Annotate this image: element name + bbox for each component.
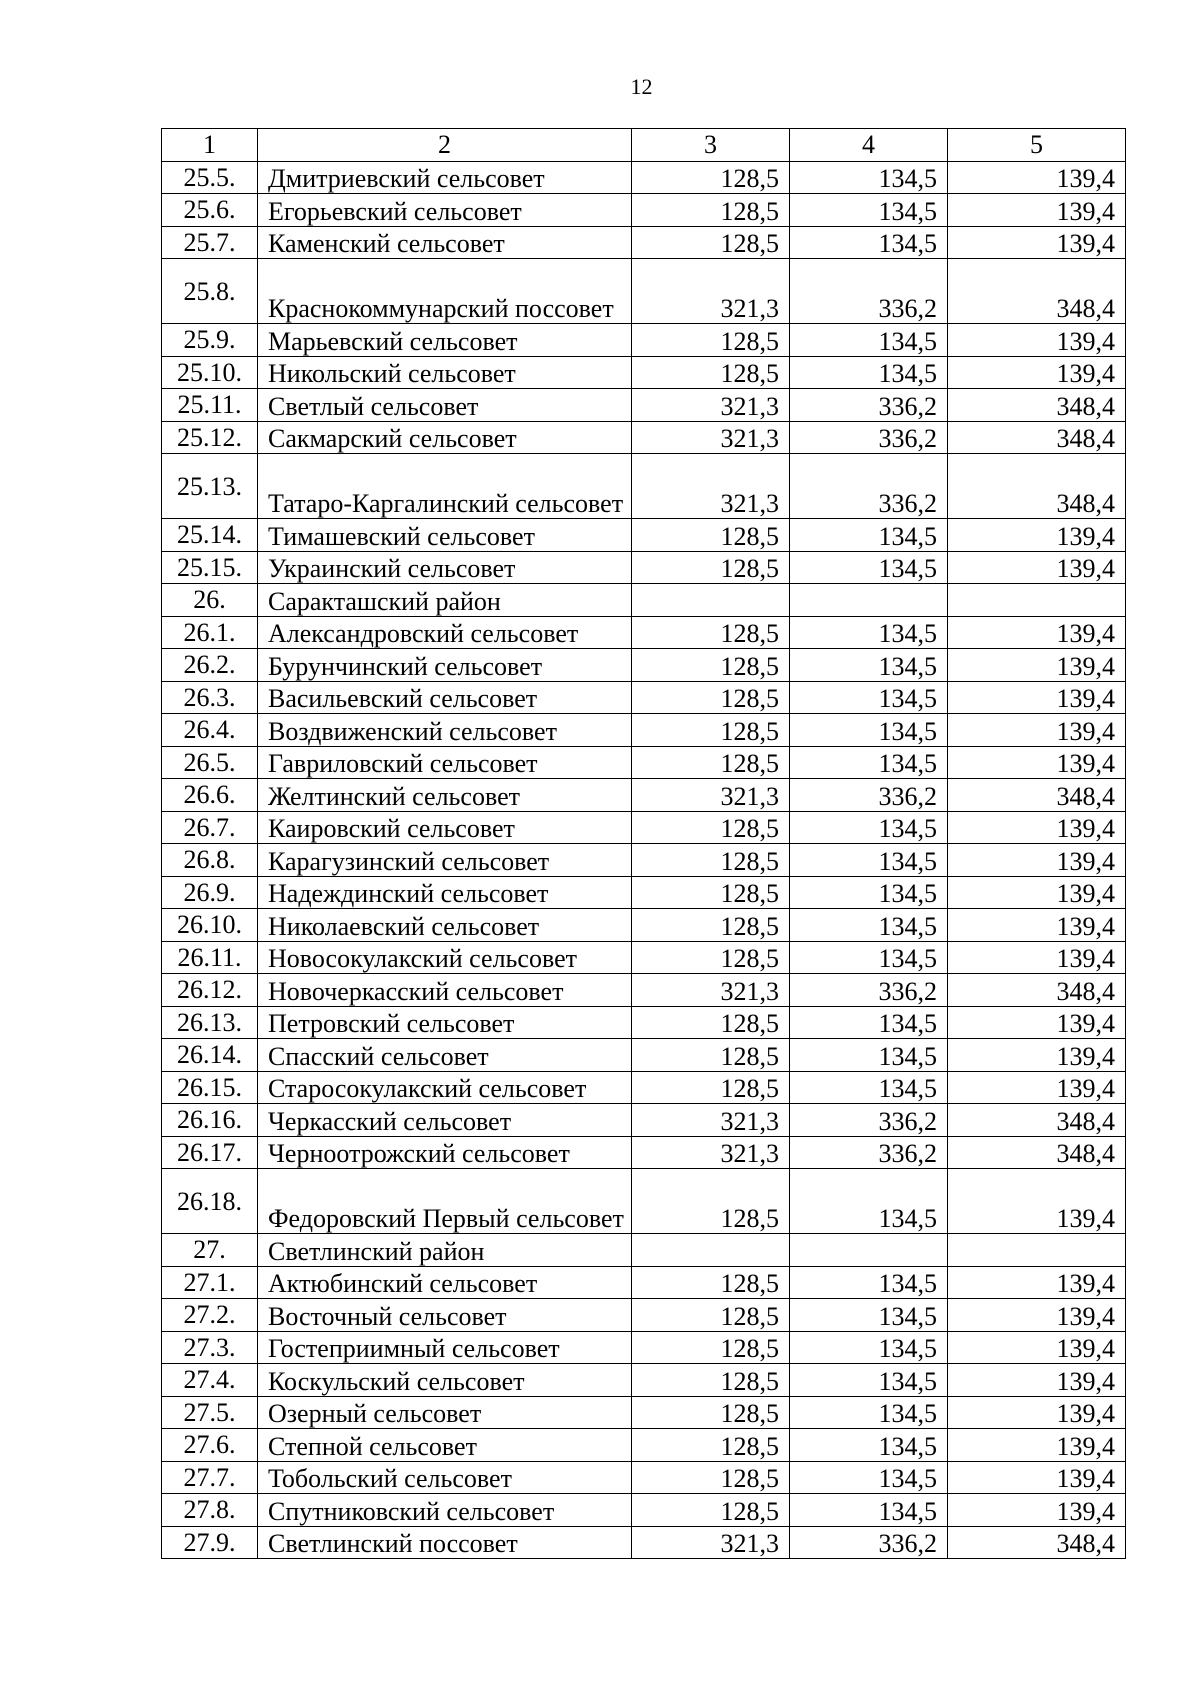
table-row: [162, 454, 1126, 519]
row-value-col3: 321,3: [632, 421, 790, 454]
row-value-col4: 134,5: [790, 1364, 948, 1397]
row-name-cell: Восточный сельсовет: [258, 1299, 632, 1332]
table-row: [162, 1169, 1126, 1234]
row-value-col3: [632, 1234, 790, 1267]
row-value-col4: 134,5: [790, 811, 948, 844]
row-value-col5: 139,4: [948, 714, 1126, 747]
row-value-col5: 139,4: [948, 161, 1126, 194]
row-value-col3: 128,5: [632, 1071, 790, 1104]
row-name-cell: Украинский сельсовет: [258, 551, 632, 584]
row-number-cell: 25.7.: [162, 226, 258, 259]
row-name-cell: Васильевский сельсовет: [258, 681, 632, 714]
row-name-cell: Федоровский Первый сельсовет: [258, 1169, 632, 1234]
row-value-col4: 134,5: [790, 649, 948, 682]
table-row: [162, 194, 1126, 227]
table-row: [162, 324, 1126, 357]
row-value-col5: 348,4: [948, 974, 1126, 1007]
row-name-cell: Черноотрожский сельсовет: [258, 1136, 632, 1169]
row-value-col5: 348,4: [948, 421, 1126, 454]
row-number-cell: 26.5.: [162, 746, 258, 779]
row-value-col4: 134,5: [790, 194, 948, 227]
table-row: [162, 389, 1126, 422]
table-row: [162, 1364, 1126, 1397]
row-value-col4: 134,5: [790, 746, 948, 779]
row-value-col5: 139,4: [948, 1071, 1126, 1104]
row-value-col4: 134,5: [790, 324, 948, 357]
row-number-cell: 26.11.: [162, 941, 258, 974]
row-number-cell: 27.6.: [162, 1429, 258, 1462]
row-value-col3: 128,5: [632, 714, 790, 747]
row-value-col3: 128,5: [632, 1494, 790, 1527]
row-name-cell: Желтинский сельсовет: [258, 779, 632, 812]
row-value-col3: 128,5: [632, 909, 790, 942]
table-row: [162, 1234, 1126, 1267]
row-value-col3: 128,5: [632, 1364, 790, 1397]
row-value-col5: 348,4: [948, 1104, 1126, 1137]
row-value-col3: 128,5: [632, 649, 790, 682]
row-value-col5: 139,4: [948, 1299, 1126, 1332]
row-number-cell: 26.1.: [162, 616, 258, 649]
table-row: [162, 259, 1126, 324]
row-name-cell: Светлинский район: [258, 1234, 632, 1267]
row-value-col4: 134,5: [790, 714, 948, 747]
table-row: [162, 356, 1126, 389]
row-number-cell: 26.3.: [162, 681, 258, 714]
row-value-col4: 134,5: [790, 1396, 948, 1429]
row-value-col4: 134,5: [790, 909, 948, 942]
row-value-col5: 139,4: [948, 194, 1126, 227]
row-value-col3: 321,3: [632, 974, 790, 1007]
table-row: [162, 1006, 1126, 1039]
row-value-col4: [790, 1234, 948, 1267]
row-value-col4: 134,5: [790, 551, 948, 584]
row-value-col4: 134,5: [790, 876, 948, 909]
table-body: [162, 129, 1126, 1559]
row-value-col3: 128,5: [632, 1331, 790, 1364]
row-value-col4: 134,5: [790, 1039, 948, 1072]
row-value-col4: 134,5: [790, 1006, 948, 1039]
table-row: [162, 844, 1126, 877]
row-value-col3: 128,5: [632, 1006, 790, 1039]
row-value-col3: 128,5: [632, 551, 790, 584]
row-value-col5: 139,4: [948, 876, 1126, 909]
row-value-col4: 134,5: [790, 1071, 948, 1104]
table-row: [162, 584, 1126, 617]
row-name-cell: Тобольский сельсовет: [258, 1461, 632, 1494]
header-cell-1: 1: [162, 129, 258, 162]
row-name-cell: Новочеркасский сельсовет: [258, 974, 632, 1007]
table-row: [162, 1266, 1126, 1299]
row-value-col5: 139,4: [948, 1006, 1126, 1039]
row-value-col4: 134,5: [790, 226, 948, 259]
data-table: [161, 128, 1126, 1559]
row-name-cell: Петровский сельсовет: [258, 1006, 632, 1039]
row-name-cell: Гостеприимный сельсовет: [258, 1331, 632, 1364]
row-value-col3: 128,5: [632, 1169, 790, 1234]
row-number-cell: 27.1.: [162, 1266, 258, 1299]
row-value-col3: 128,5: [632, 811, 790, 844]
row-value-col3: 128,5: [632, 1461, 790, 1494]
row-number-cell: 27.2.: [162, 1299, 258, 1332]
row-value-col3: 128,5: [632, 1039, 790, 1072]
table-row: [162, 616, 1126, 649]
row-value-col5: 139,4: [948, 1169, 1126, 1234]
table-row: [162, 1136, 1126, 1169]
row-value-col3: 128,5: [632, 356, 790, 389]
table-row: [162, 681, 1126, 714]
table-row: [162, 1299, 1126, 1332]
table-row: [162, 1494, 1126, 1527]
page-number: 12: [630, 74, 653, 99]
row-name-cell: Спасский сельсовет: [258, 1039, 632, 1072]
row-value-col4: 336,2: [790, 1526, 948, 1559]
row-value-col5: 139,4: [948, 551, 1126, 584]
row-value-col5: 139,4: [948, 1364, 1126, 1397]
row-number-cell: 25.15.: [162, 551, 258, 584]
row-name-cell: Сакмарский сельсовет: [258, 421, 632, 454]
row-value-col4: 134,5: [790, 161, 948, 194]
header-cell-3: 3: [632, 129, 790, 162]
table-row: [162, 746, 1126, 779]
row-value-col3: 128,5: [632, 324, 790, 357]
row-value-col4: 134,5: [790, 941, 948, 974]
row-number-cell: 26.9.: [162, 876, 258, 909]
row-value-col4: 134,5: [790, 844, 948, 877]
row-number-cell: 25.14.: [162, 519, 258, 552]
row-value-col4: 134,5: [790, 1266, 948, 1299]
row-value-col4: 336,2: [790, 259, 948, 324]
table-row: [162, 1429, 1126, 1462]
row-value-col5: 348,4: [948, 1526, 1126, 1559]
row-value-col3: 321,3: [632, 779, 790, 812]
row-value-col3: 128,5: [632, 519, 790, 552]
header-cell-5: 5: [948, 129, 1126, 162]
row-value-col4: 134,5: [790, 1494, 948, 1527]
table-row: [162, 226, 1126, 259]
table-row: [162, 941, 1126, 974]
table-row: [162, 779, 1126, 812]
row-value-col3: 128,5: [632, 1266, 790, 1299]
row-name-cell: Светлинский поссовет: [258, 1526, 632, 1559]
row-value-col3: 321,3: [632, 259, 790, 324]
row-number-cell: 25.5.: [162, 161, 258, 194]
table-row: [162, 811, 1126, 844]
row-value-col5: 139,4: [948, 811, 1126, 844]
row-value-col3: 128,5: [632, 681, 790, 714]
row-value-col4: 134,5: [790, 1331, 948, 1364]
row-number-cell: 25.6.: [162, 194, 258, 227]
row-value-col3: 128,5: [632, 194, 790, 227]
row-value-col5: 139,4: [948, 1429, 1126, 1462]
row-value-col5: [948, 584, 1126, 617]
row-value-col5: 139,4: [948, 909, 1126, 942]
row-number-cell: 26.15.: [162, 1071, 258, 1104]
row-value-col3: 128,5: [632, 226, 790, 259]
table-row: [162, 551, 1126, 584]
table-row: [162, 1039, 1126, 1072]
table-row: [162, 161, 1126, 194]
row-value-col4: 336,2: [790, 421, 948, 454]
row-name-cell: Гавриловский сельсовет: [258, 746, 632, 779]
table-row: [162, 1526, 1126, 1559]
row-value-col3: 128,5: [632, 876, 790, 909]
row-value-col4: 336,2: [790, 389, 948, 422]
table-row: [162, 714, 1126, 747]
row-name-cell: Спутниковский сельсовет: [258, 1494, 632, 1527]
row-name-cell: Егорьевский сельсовет: [258, 194, 632, 227]
table-row: [162, 421, 1126, 454]
row-value-col5: 139,4: [948, 1039, 1126, 1072]
row-value-col3: 128,5: [632, 1396, 790, 1429]
row-name-cell: Карагузинский сельсовет: [258, 844, 632, 877]
row-name-cell: Коскульский сельсовет: [258, 1364, 632, 1397]
header-cell-2: 2: [258, 129, 632, 162]
row-value-col4: 336,2: [790, 974, 948, 1007]
table-row: [162, 519, 1126, 552]
row-name-cell: Каировский сельсовет: [258, 811, 632, 844]
row-value-col4: 134,5: [790, 1299, 948, 1332]
row-value-col3: 321,3: [632, 1104, 790, 1137]
table-row: [162, 974, 1126, 1007]
row-number-cell: 27.4.: [162, 1364, 258, 1397]
row-value-col4: 336,2: [790, 779, 948, 812]
row-number-cell: 26.2.: [162, 649, 258, 682]
row-name-cell: Александровский сельсовет: [258, 616, 632, 649]
row-value-col5: 139,4: [948, 941, 1126, 974]
row-value-col4: 134,5: [790, 1461, 948, 1494]
row-name-cell: Степной сельсовет: [258, 1429, 632, 1462]
row-name-cell: Черкасский сельсовет: [258, 1104, 632, 1137]
row-value-col3: [632, 584, 790, 617]
row-number-cell: 25.9.: [162, 324, 258, 357]
row-name-cell: Старосокулакский сельсовет: [258, 1071, 632, 1104]
row-value-col5: 139,4: [948, 1461, 1126, 1494]
row-value-col5: 139,4: [948, 356, 1126, 389]
row-name-cell: Надеждинский сельсовет: [258, 876, 632, 909]
header-cell-4: 4: [790, 129, 948, 162]
row-number-cell: 25.12.: [162, 421, 258, 454]
row-value-col4: 134,5: [790, 616, 948, 649]
row-value-col4: [790, 584, 948, 617]
row-value-col3: 321,3: [632, 389, 790, 422]
row-number-cell: 26.7.: [162, 811, 258, 844]
table-row: [162, 1104, 1126, 1137]
row-value-col5: 139,4: [948, 1266, 1126, 1299]
row-value-col5: 348,4: [948, 779, 1126, 812]
row-number-cell: 25.10.: [162, 356, 258, 389]
row-name-cell: Марьевский сельсовет: [258, 324, 632, 357]
table-row: [162, 649, 1126, 682]
row-name-cell: Николаевский сельсовет: [258, 909, 632, 942]
row-number-cell: 26.10.: [162, 909, 258, 942]
row-number-cell: 26.8.: [162, 844, 258, 877]
row-value-col3: 128,5: [632, 161, 790, 194]
row-value-col5: 139,4: [948, 844, 1126, 877]
row-name-cell: Никольский сельсовет: [258, 356, 632, 389]
row-number-cell: 25.11.: [162, 389, 258, 422]
row-value-col4: 336,2: [790, 454, 948, 519]
row-value-col3: 128,5: [632, 941, 790, 974]
table-row: [162, 1071, 1126, 1104]
table-row: [162, 876, 1126, 909]
row-number-cell: 27.8.: [162, 1494, 258, 1527]
table-header-row: [162, 129, 1126, 162]
row-name-cell: Татаро-Каргалинский сельсовет: [258, 454, 632, 519]
row-value-col3: 128,5: [632, 1299, 790, 1332]
row-name-cell: Воздвиженский сельсовет: [258, 714, 632, 747]
row-value-col3: 128,5: [632, 844, 790, 877]
row-number-cell: 27.5.: [162, 1396, 258, 1429]
table-row: [162, 1331, 1126, 1364]
row-value-col5: 139,4: [948, 324, 1126, 357]
row-value-col5: 139,4: [948, 1331, 1126, 1364]
row-name-cell: Озерный сельсовет: [258, 1396, 632, 1429]
row-name-cell: Тимашевский сельсовет: [258, 519, 632, 552]
row-name-cell: Актюбинский сельсовет: [258, 1266, 632, 1299]
row-number-cell: 26.13.: [162, 1006, 258, 1039]
row-value-col3: 128,5: [632, 1429, 790, 1462]
row-number-cell: 26.12.: [162, 974, 258, 1007]
table-row: [162, 1396, 1126, 1429]
row-value-col5: 139,4: [948, 616, 1126, 649]
row-name-cell: Саракташский район: [258, 584, 632, 617]
row-name-cell: Бурунчинский сельсовет: [258, 649, 632, 682]
row-number-cell: 26.17.: [162, 1136, 258, 1169]
row-value-col5: 139,4: [948, 681, 1126, 714]
row-value-col3: 321,3: [632, 1136, 790, 1169]
row-value-col4: 134,5: [790, 1429, 948, 1462]
row-name-cell: Краснокоммунарский поссовет: [258, 259, 632, 324]
row-value-col5: [948, 1234, 1126, 1267]
row-number-cell: 27.7.: [162, 1461, 258, 1494]
row-value-col3: 128,5: [632, 616, 790, 649]
row-value-col4: 134,5: [790, 519, 948, 552]
table-row: [162, 1461, 1126, 1494]
row-name-cell: Новосокулакский сельсовет: [258, 941, 632, 974]
row-name-cell: Каменский сельсовет: [258, 226, 632, 259]
row-value-col5: 139,4: [948, 1494, 1126, 1527]
row-value-col5: 139,4: [948, 746, 1126, 779]
row-value-col3: 321,3: [632, 454, 790, 519]
row-value-col5: 348,4: [948, 259, 1126, 324]
row-value-col5: 348,4: [948, 389, 1126, 422]
row-value-col4: 134,5: [790, 356, 948, 389]
row-number-cell: 26.6.: [162, 779, 258, 812]
row-number-cell: 26.4.: [162, 714, 258, 747]
row-number-cell: 26.: [162, 584, 258, 617]
row-number-cell: 25.13.: [162, 454, 258, 519]
row-value-col4: 134,5: [790, 1169, 948, 1234]
row-value-col5: 139,4: [948, 649, 1126, 682]
row-name-cell: Дмитриевский сельсовет: [258, 161, 632, 194]
row-value-col3: 128,5: [632, 746, 790, 779]
row-value-col5: 348,4: [948, 454, 1126, 519]
row-number-cell: 26.14.: [162, 1039, 258, 1072]
row-number-cell: 26.16.: [162, 1104, 258, 1137]
row-name-cell: Светлый сельсовет: [258, 389, 632, 422]
row-number-cell: 26.18.: [162, 1169, 258, 1234]
row-value-col3: 321,3: [632, 1526, 790, 1559]
row-number-cell: 27.3.: [162, 1331, 258, 1364]
table-row: [162, 909, 1126, 942]
row-number-cell: 25.8.: [162, 259, 258, 324]
row-value-col4: 134,5: [790, 681, 948, 714]
row-number-cell: 27.9.: [162, 1526, 258, 1559]
row-number-cell: 27.: [162, 1234, 258, 1267]
row-value-col4: 336,2: [790, 1104, 948, 1137]
row-value-col5: 139,4: [948, 226, 1126, 259]
row-value-col4: 336,2: [790, 1136, 948, 1169]
row-value-col5: 348,4: [948, 1136, 1126, 1169]
row-value-col5: 139,4: [948, 1396, 1126, 1429]
row-value-col5: 139,4: [948, 519, 1126, 552]
